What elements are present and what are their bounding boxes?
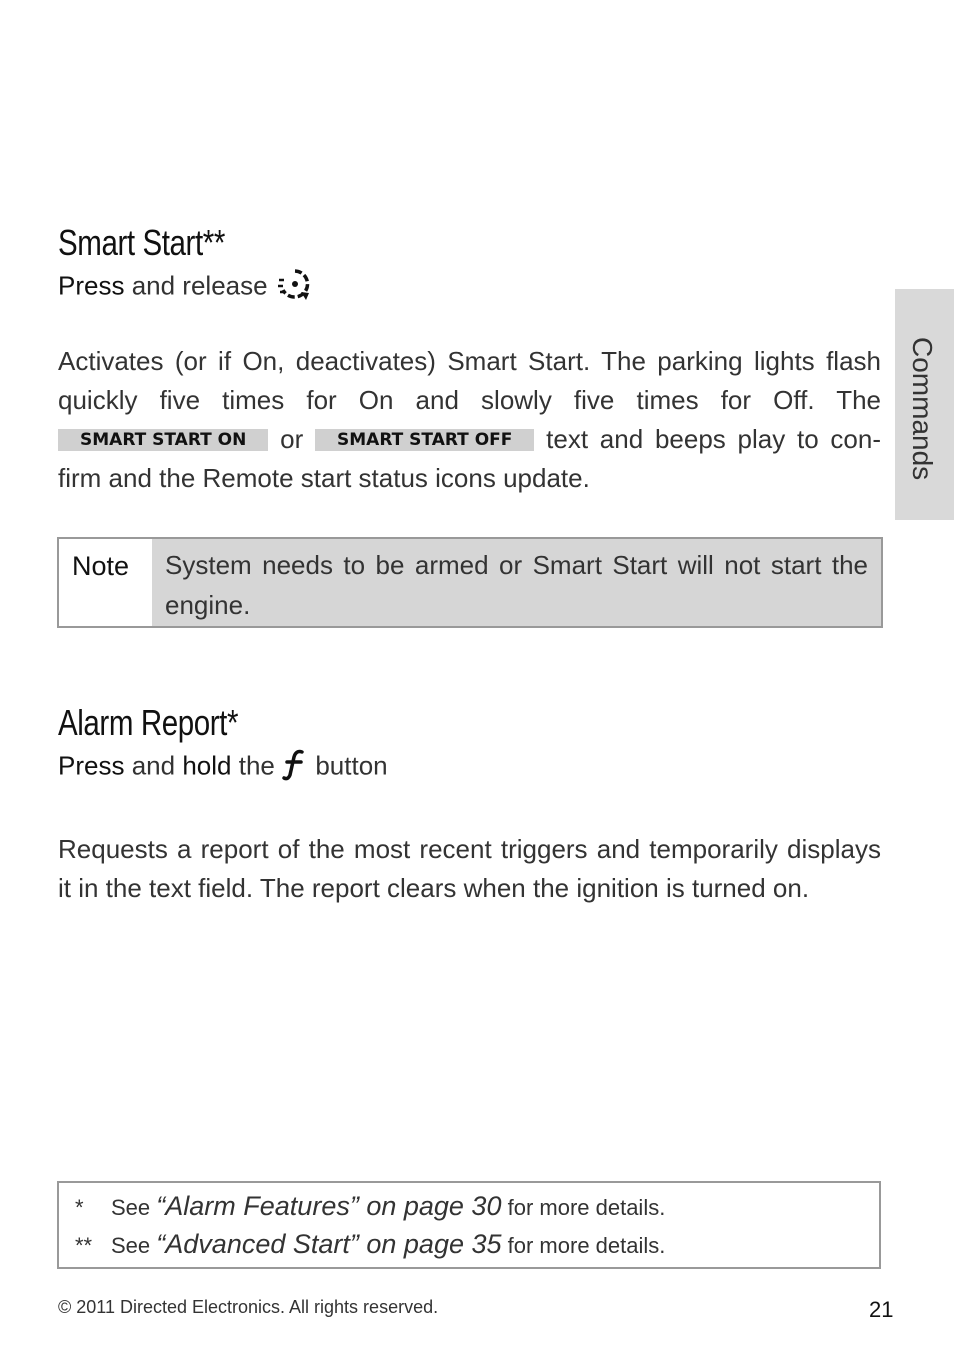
footnote-1 [75,1191,665,1222]
footnote-1-mark: * [75,1195,84,1220]
and-release-text: and release [131,270,268,301]
and-word: and [131,750,176,781]
note-label: Note [59,539,152,626]
footnote-1-reference: “Alarm Features” on page 30 [156,1191,502,1221]
footnote-2-see: See [111,1233,151,1258]
hold-word: hold [182,750,232,781]
the-word: the [238,750,275,781]
note-box [57,537,883,628]
press-word: Press [58,270,125,301]
footnotes-box [57,1181,881,1269]
smart-start-para-after: text and beeps play to con-firm and the Remote start status icons update. [58,424,881,493]
button-word: button [315,750,388,781]
footnote-2 [75,1229,665,1260]
copyright-text: © 2011 Directed Electronics. All rights reserved. [58,1297,439,1317]
smart-start-on-tag: SMART START ON [58,429,268,451]
footnote-2-reference: “Advanced Start” on page 35 [156,1229,502,1259]
smart-start-off-tag: SMART START OFF [315,429,534,451]
section-side-tab-label: Commands [907,337,938,481]
footnote-1-see: See [111,1195,151,1220]
smart-start-icon [275,266,315,309]
smart-start-description [58,342,881,498]
section-side-tab [895,289,954,520]
footnote-1-tail: for more details. [507,1195,666,1220]
smart-start-title: Smart Start [58,222,203,263]
alarm-report-description: Requests a report of the most recent triggers and temporarily displays it in the text field. The report clears when the ignition is turned on. [58,834,881,903]
alarm-report-title-marks: * [226,702,239,743]
footnote-2-tail: for more details. [507,1233,666,1258]
press-word: Press [58,750,125,781]
alarm-report-heading [58,702,238,744]
alarm-report-title: Alarm Report [58,702,227,743]
alarm-report-instruction [58,747,388,788]
smart-start-para-before: Activates (or if On, deactivates) Smart Start. The parking lights flash quickly five times for On and slowly five times for Off. The [58,346,881,415]
smart-start-title-marks: ** [202,222,225,263]
smart-start-heading [58,222,225,264]
function-f-icon [282,747,308,788]
smart-start-instruction [58,266,315,309]
page-number: 21 [869,1297,894,1322]
or-word: or [280,424,304,454]
note-text: System needs to be armed or Smart Start will not start the engine. [152,539,881,626]
footnote-2-mark: ** [75,1233,93,1258]
